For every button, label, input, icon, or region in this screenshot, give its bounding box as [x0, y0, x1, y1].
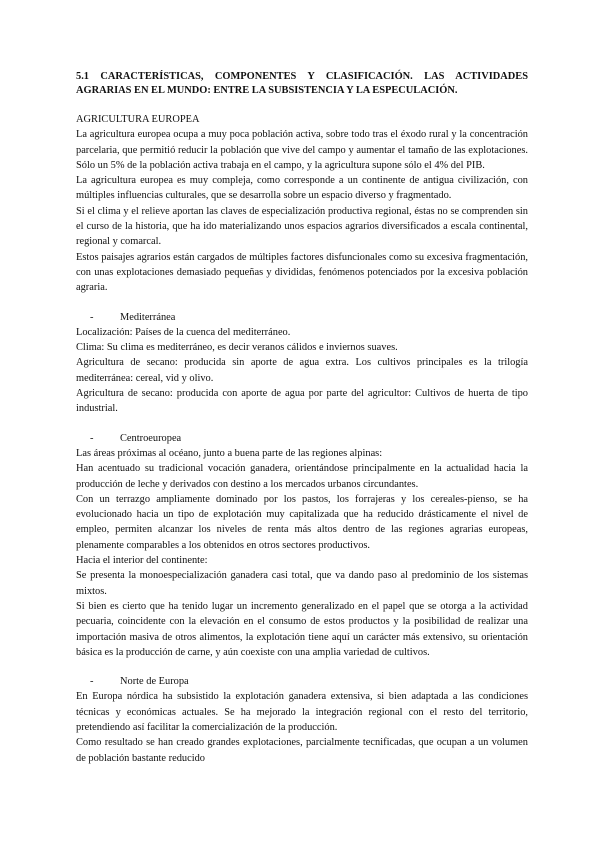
paragraph: Clima: Su clima es mediterráneo, es decir veranos cálidos e inviernos suaves. — [76, 342, 398, 354]
intro-paragraph: Si el clima y el relieve aportan las claves de especialización productiva regional, éstas no se comprenden sin el curso de la historia, que ha ido materializando unos espacios agrarios diversificados a escala continental, regional y comarcal. — [76, 205, 528, 248]
section-heading: AGRICULTURA EUROPEA — [76, 114, 200, 125]
bullet-norte-de-europa — [76, 674, 528, 689]
paragraph: Si bien es cierto que ha tenido lugar un incremento generalizado en el papel que se otorga a la actividad pecuaria, coincidente con la elevación en el consumo de estos productos y la posibilidad de realizar una importación masiva de otros alimentos, la explotación tiene aquí un carácter más extensivo, su orientación básica es la producción de carne, y aún coexiste con una amplia variedad de cultivos. — [76, 600, 528, 658]
paragraph: Se presenta la monoespecialización ganadera casi total, que va dando paso al predominio de los sistemas mixtos. — [76, 570, 528, 597]
bullet-dash: - — [90, 676, 94, 688]
paragraph: Localización: Países de la cuenca del mediterráneo. — [76, 326, 291, 338]
paragraph: Las áreas próximas al océano, junto a buena parte de las regiones alpinas: — [76, 447, 383, 459]
bullet-label: Centroeuropea — [120, 432, 182, 444]
document-title: 5.1 CARACTERÍSTICAS, COMPONENTES Y CLASIFICACIÓN. LAS ACTIVIDADES AGRARIAS EN EL MUNDO: ENTRE LA SUBSISTENCIA Y LA ESPECULACIÓN. — [76, 71, 528, 96]
section-norte-de-europa — [76, 689, 528, 765]
bullet-label: Mediterránea — [120, 311, 176, 323]
bullet-label: Norte de Europa — [120, 676, 189, 688]
intro-block — [76, 127, 528, 295]
paragraph: Han acentuado su tradicional vocación ganadera, orientándose principalmente en la actualidad hacia la producción de leche y derivados con destino a los mercados urbanos circundantes. — [76, 463, 528, 490]
paragraph: Con un terrazgo ampliamente dominado por los pastos, los forrajeras y los cereales-pienso, se ha evolucionado hacia un tipo de explotación muy capitalizada que ha reducido drásticamente el nivel de empleo, permiten alcanzar los niveles de renta más altos dentro de las regiones agrarias europeas, plenamente comparables a los obtenidos en otros sectores productivos. — [76, 493, 528, 551]
paragraph: En Europa nórdica ha subsistido la explotación ganadera extensiva, si bien adaptada a las condiciones técnicas y económicas actuales. Se ha mejorado la integración regional con el resto del territorio, pretendiendo así facilitar la comercialización de la producción. — [76, 691, 528, 733]
bullet-dash: - — [90, 432, 94, 444]
paragraph: Hacia el interior del continente: — [76, 555, 208, 567]
bullet-mediterranea — [76, 310, 528, 325]
intro-paragraph: La agricultura europea es muy compleja, como corresponde a un continente de antigua civilización, con múltiples influencias culturales, que se desarrolla sobre un espacio diverso y fragmentado. — [76, 175, 528, 202]
bullet-dash: - — [90, 311, 94, 323]
paragraph: Agricultura de secano: producida sin aporte de agua extra. Los cultivos principales es la trilogía mediterránea: cereal, vid y olivo. — [76, 357, 528, 384]
paragraph: Como resultado se han creado grandes explotaciones, parcialmente tecnificadas, que ocupan a un volumen de población bastante reducido — [76, 737, 528, 764]
intro-paragraph: La agricultura europea ocupa a muy poca población activa, sobre todo tras el éxodo rural y la concentración parcelaria, que permitió reducir la población que vive del campo y aumentar el tamaño de las explotaciones. Sólo un 5% de la población activa trabaja en el campo, y la agricultura supone sólo el 4% del PIB. — [76, 129, 528, 171]
paragraph: Agricultura de secano: producida con aporte de agua por parte del agricultor: Cultivos de huerta de tipo industrial. — [76, 388, 528, 415]
section-centroeuropea — [76, 446, 528, 660]
bullet-centroeuropea — [76, 431, 528, 446]
section-mediterranea — [76, 325, 528, 417]
document-page — [76, 70, 528, 766]
intro-paragraph: Estos paisajes agrarios están cargados de múltiples factores disfuncionales como su excesiva fragmentación, con unas explotaciones demasiado pequeñas y divididas, fenómenos potenciados por la excesiva población agraria. — [76, 251, 528, 294]
